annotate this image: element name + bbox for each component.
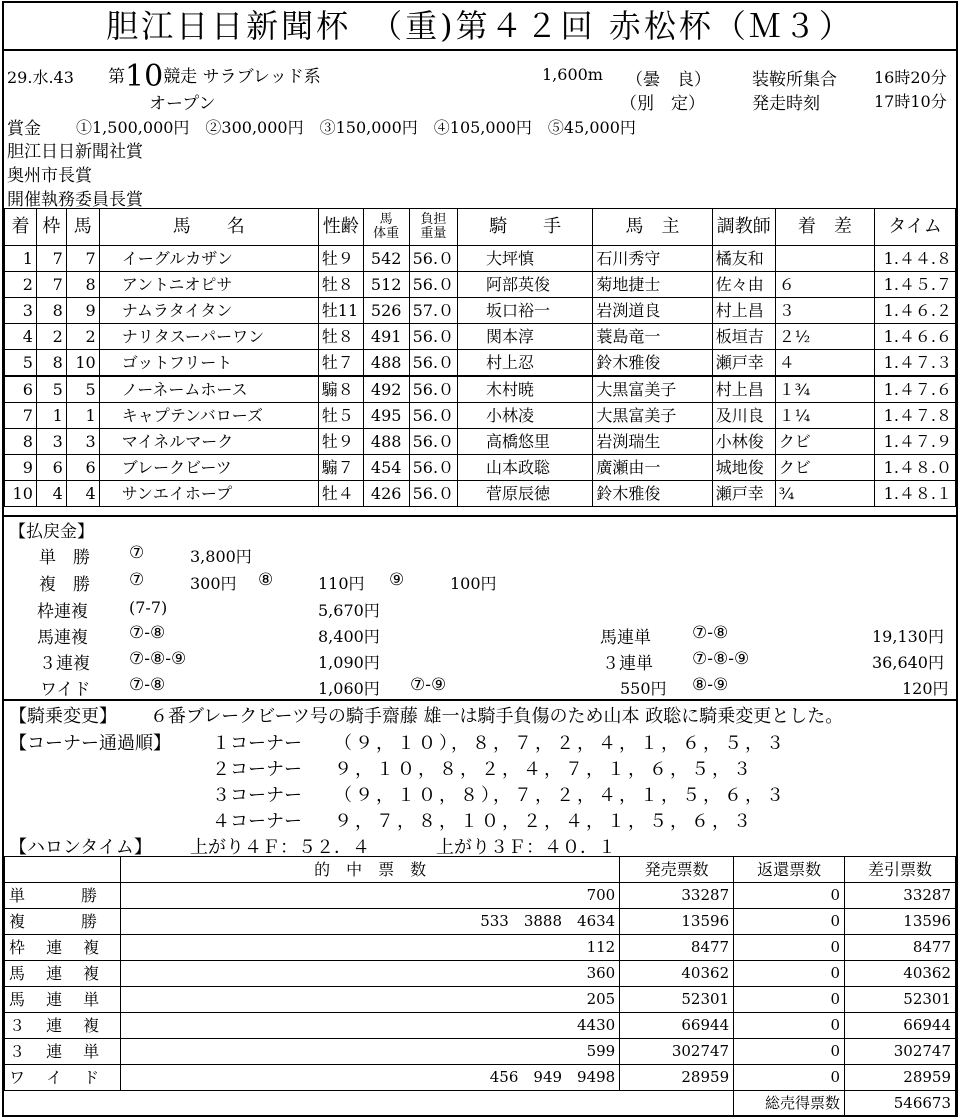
- result-weight: 488: [363, 350, 409, 377]
- result-sexage: 牡９: [318, 246, 363, 272]
- race-distance: 1,600m: [542, 65, 603, 84]
- votes-row: [5, 1013, 956, 1039]
- result-time: 1.４６.２: [875, 298, 956, 324]
- corner-2-order: ９，１０，８，２，４，７，１，６，５，３: [334, 759, 754, 780]
- result-row: [5, 403, 956, 429]
- result-owner: 岩渕道良: [593, 298, 712, 324]
- result-owner: 石川秀守: [593, 246, 712, 272]
- result-no: 1: [66, 403, 99, 429]
- result-owner: 大黒富美子: [593, 376, 712, 403]
- col-horse-no: 馬: [66, 209, 99, 246]
- result-time: 1.４８.１: [875, 481, 956, 507]
- corner-4-order: ９，７，８，１０，２，４，１，５，６，３: [334, 811, 754, 832]
- wakuren-combo: (7-7): [129, 598, 168, 617]
- result-rank: 2: [5, 272, 37, 298]
- votes-refund: 0: [734, 1065, 845, 1091]
- result-frame: 7: [36, 272, 66, 298]
- votes-col-hit: 的 中 票 数: [120, 857, 619, 883]
- result-jockey: 高橋悠里: [458, 429, 593, 455]
- sanrentan-combo: ⑦-⑧-⑨: [692, 649, 750, 669]
- halon-last4f: 上がり４Ｆ：５２．４: [190, 837, 370, 858]
- result-row: [5, 429, 956, 455]
- result-frame: 2: [36, 324, 66, 350]
- votes-sold: 33287: [620, 883, 734, 909]
- votes-col-refund: 返還票数: [734, 857, 845, 883]
- votes-net: 66944: [845, 1013, 956, 1039]
- result-rank: 1: [5, 246, 37, 272]
- votes-net: 302747: [845, 1039, 956, 1065]
- result-sexage: 牡11: [318, 298, 363, 324]
- votes-type: ３ 連 単: [5, 1039, 121, 1065]
- fukusho-2-combo: ⑧: [258, 570, 274, 590]
- result-time: 1.４６.６: [875, 324, 956, 350]
- result-no: 6: [66, 455, 99, 481]
- votes-body: [5, 883, 956, 1091]
- race-title: 胆江日日新聞杯 （重)第４２回 赤松杯（Ｍ３）: [4, 3, 956, 51]
- result-burden: 56.０: [409, 246, 457, 272]
- votes-net: 28959: [845, 1065, 956, 1091]
- col-sexage: 性齢: [318, 209, 363, 246]
- votes-type: 馬 連 単: [5, 987, 121, 1013]
- votes-refund: 0: [734, 909, 845, 935]
- wide-3-amount: 120円: [902, 679, 949, 698]
- sanrentan-amount: 36,640円: [872, 653, 944, 672]
- col-frame: 枠: [36, 209, 66, 246]
- wide-1-amount: 1,060円: [318, 679, 380, 698]
- votes-sold: 28959: [620, 1065, 734, 1091]
- votes-sold: 40362: [620, 961, 734, 987]
- result-row: [5, 350, 956, 377]
- votes-header-row: [5, 857, 956, 883]
- result-time: 1.４７.６: [875, 376, 956, 403]
- result-time: 1.４５.７: [875, 272, 956, 298]
- wide-1-combo: ⑦-⑧: [129, 675, 166, 695]
- result-jockey: 菅原辰徳: [458, 481, 593, 507]
- result-weight: 488: [363, 429, 409, 455]
- sanrenpuku-combo: ⑦-⑧-⑨: [129, 649, 187, 669]
- result-margin: １¾: [775, 376, 874, 403]
- result-jockey: 木村暁: [458, 376, 593, 403]
- votes-net: 8477: [845, 935, 956, 961]
- result-frame: 8: [36, 298, 66, 324]
- race-number: 10: [125, 59, 164, 94]
- votes-row: [5, 987, 956, 1013]
- votes-row: [5, 935, 956, 961]
- result-no: 7: [66, 246, 99, 272]
- result-burden: 57.０: [409, 298, 457, 324]
- wide-label: ワイド: [40, 680, 91, 700]
- votes-row: [5, 1039, 956, 1065]
- result-margin: ４: [775, 350, 874, 377]
- votes-total-row: [5, 1091, 956, 1117]
- result-rank: 9: [5, 455, 37, 481]
- fukusho-2-amount: 110円: [318, 574, 365, 593]
- tansho-label: 単 勝: [39, 548, 90, 568]
- umaren-combo: ⑦-⑧: [129, 623, 166, 643]
- result-frame: 6: [36, 455, 66, 481]
- umaren-amount: 8,400円: [318, 627, 380, 646]
- result-margin: ３: [775, 298, 874, 324]
- col-burden: 負担 重量: [409, 209, 457, 246]
- votes-col-type: [5, 857, 121, 883]
- result-owner: 大黒富美子: [593, 403, 712, 429]
- col-margin: 着 差: [775, 209, 874, 246]
- wide-2-amount: 550円: [620, 679, 667, 698]
- fukusho-3-combo: ⑨: [389, 570, 405, 590]
- corner-3-label: ３コーナー: [212, 785, 302, 806]
- result-owner: 鈴木雅俊: [593, 481, 712, 507]
- payout-header: 【払戻金】: [9, 522, 94, 542]
- race-breed: サラブレッド系: [202, 67, 321, 87]
- votes-refund: 0: [734, 961, 845, 987]
- votes-row: [5, 961, 956, 987]
- votes-row: [5, 1065, 956, 1091]
- award-2: 奥州市長賞: [7, 166, 92, 186]
- result-name: イーグルカザン: [99, 246, 318, 272]
- result-trainer: 村上昌: [712, 298, 775, 324]
- result-trainer: 佐々由: [712, 272, 775, 298]
- result-owner: 鈴木雅俊: [593, 350, 712, 377]
- jockey-change-label: 【騎乗変更】: [9, 706, 117, 727]
- result-trainer: 瀬戸幸: [712, 350, 775, 377]
- votes-hit: 533 3888 4634: [120, 909, 619, 935]
- weight-rule: （別 定）: [620, 94, 705, 114]
- umatan-label: 馬連単: [600, 628, 651, 648]
- result-owner: 蓑島竜一: [593, 324, 712, 350]
- votes-total-value: 546673: [845, 1091, 956, 1117]
- result-no: 3: [66, 429, 99, 455]
- result-name: サンエイホープ: [99, 481, 318, 507]
- result-row: [5, 298, 956, 324]
- result-weight: 512: [363, 272, 409, 298]
- result-name: ゴットフリート: [99, 350, 318, 377]
- result-name: ナリタスーパーワン: [99, 324, 318, 350]
- result-margin: クビ: [775, 429, 874, 455]
- votes-refund: 0: [734, 935, 845, 961]
- result-sexage: 牡７: [318, 350, 363, 377]
- corner-1-label: １コーナー: [212, 733, 302, 754]
- halon-last3f: 上がり３Ｆ：４０．１: [436, 837, 616, 858]
- result-sexage: 牡４: [318, 481, 363, 507]
- result-rank: 3: [5, 298, 37, 324]
- race-kyoso: 競走: [163, 67, 198, 87]
- votes-sold: 8477: [620, 935, 734, 961]
- votes-hit: 360: [120, 961, 619, 987]
- result-no: 4: [66, 481, 99, 507]
- tansho-amount: 3,800円: [190, 547, 252, 566]
- votes-refund: 0: [734, 1013, 845, 1039]
- result-jockey: 坂口裕一: [458, 298, 593, 324]
- award-3: 開催執務委員長賞: [7, 190, 143, 210]
- result-margin: １¼: [775, 403, 874, 429]
- result-time: 1.４７.３: [875, 350, 956, 377]
- result-row: [5, 455, 956, 481]
- result-frame: 4: [36, 481, 66, 507]
- result-trainer: 城地俊: [712, 455, 775, 481]
- result-trainer: 瀬戸幸: [712, 481, 775, 507]
- result-no: 10: [66, 350, 99, 377]
- result-margin: ２½: [775, 324, 874, 350]
- votes-row: [5, 883, 956, 909]
- assembly-label: 装鞍所集合: [752, 70, 837, 90]
- fukusho-label: 複 勝: [39, 575, 90, 595]
- result-margin: [775, 246, 874, 272]
- result-trainer: 橘友和: [712, 246, 775, 272]
- results-header-row: [5, 209, 956, 246]
- result-weight: 426: [363, 481, 409, 507]
- col-jockey: 騎 手: [458, 209, 593, 246]
- col-time: タイム: [875, 209, 956, 246]
- race-class: オープン: [149, 94, 216, 114]
- fukusho-1-amount: 300円: [190, 574, 237, 593]
- votes-type: 枠 連 複: [5, 935, 121, 961]
- col-name: 馬 名: [99, 209, 318, 246]
- votes-sold: 302747: [620, 1039, 734, 1065]
- umatan-amount: 19,130円: [872, 627, 944, 646]
- result-frame: 7: [36, 246, 66, 272]
- wide-3-combo: ⑧-⑨: [692, 675, 729, 695]
- votes-col-sold: 発売票数: [620, 857, 734, 883]
- umaren-label: 馬連複: [37, 628, 88, 648]
- sanrentan-label: ３連単: [602, 654, 653, 674]
- result-burden: 56.０: [409, 272, 457, 298]
- result-weight: 454: [363, 455, 409, 481]
- start-time: 17時10分: [874, 92, 947, 111]
- halon-label: 【ハロンタイム】: [9, 837, 152, 858]
- result-jockey: 大坪慎: [458, 246, 593, 272]
- race-date: 29.水.43: [7, 68, 74, 87]
- start-label: 発走時刻: [752, 94, 820, 114]
- result-margin: クビ: [775, 455, 874, 481]
- result-sexage: 牡５: [318, 403, 363, 429]
- race-dai: 第: [108, 67, 125, 87]
- votes-total-label: 総売得票数: [734, 1091, 845, 1117]
- result-no: 9: [66, 298, 99, 324]
- votes-hit: 700: [120, 883, 619, 909]
- result-name: ノーネームホース: [99, 376, 318, 403]
- result-frame: 8: [36, 350, 66, 377]
- result-rank: 6: [5, 376, 37, 403]
- result-burden: 56.０: [409, 324, 457, 350]
- votes-table: [4, 856, 956, 1117]
- result-sexage: 騸８: [318, 376, 363, 403]
- race-result-sheet: [2, 1, 958, 1117]
- result-trainer: 小林俊: [712, 429, 775, 455]
- result-weight: 495: [363, 403, 409, 429]
- votes-sold: 13596: [620, 909, 734, 935]
- result-weight: 492: [363, 376, 409, 403]
- result-no: 2: [66, 324, 99, 350]
- results-body: [5, 246, 956, 507]
- result-jockey: 阿部英俊: [458, 272, 593, 298]
- wakuren-amount: 5,670円: [318, 601, 380, 620]
- votes-type: 単 勝: [5, 883, 121, 909]
- fukusho-3-amount: 100円: [450, 574, 497, 593]
- result-no: 5: [66, 376, 99, 403]
- result-weight: 491: [363, 324, 409, 350]
- result-rank: 7: [5, 403, 37, 429]
- result-time: 1.４８.０: [875, 455, 956, 481]
- result-sexage: 牡８: [318, 272, 363, 298]
- result-name: ブレークビーツ: [99, 455, 318, 481]
- result-name: アントニオピサ: [99, 272, 318, 298]
- umatan-combo: ⑦-⑧: [692, 623, 729, 643]
- votes-type: 複 勝: [5, 909, 121, 935]
- jockey-change-text: ６番ブレークビーツ号の騎手齋藤 雄一は騎手負傷のため山本 政聡に騎乗変更とした。: [150, 706, 844, 727]
- votes-sold: 52301: [620, 987, 734, 1013]
- votes-refund: 0: [734, 987, 845, 1013]
- result-sexage: 騸７: [318, 455, 363, 481]
- votes-type: 馬 連 複: [5, 961, 121, 987]
- votes-row: [5, 909, 956, 935]
- result-row: [5, 324, 956, 350]
- race-weather: （曇 良）: [626, 70, 711, 90]
- result-frame: 3: [36, 429, 66, 455]
- result-name: マイネルマーク: [99, 429, 318, 455]
- votes-net: 13596: [845, 909, 956, 935]
- result-rank: 8: [5, 429, 37, 455]
- fukusho-1-combo: ⑦: [129, 570, 145, 590]
- result-owner: 岩渕瑞生: [593, 429, 712, 455]
- votes-hit: 599: [120, 1039, 619, 1065]
- corner-label: 【コーナー通過順】: [9, 733, 171, 754]
- result-rank: 10: [5, 481, 37, 507]
- result-burden: 56.０: [409, 429, 457, 455]
- award-1: 胆江日日新聞社賞: [7, 142, 143, 162]
- result-name: ナムラタイタン: [99, 298, 318, 324]
- result-name: キャプテンバローズ: [99, 403, 318, 429]
- corner-4-label: ４コーナー: [212, 811, 302, 832]
- prize-amounts: ①1,500,000円 ②300,000円 ③150,000円 ④105,000円 ⑤45,000円: [76, 118, 636, 137]
- result-jockey: 小林凌: [458, 403, 593, 429]
- prize-label: 賞金: [7, 119, 41, 139]
- result-sexage: 牡８: [318, 324, 363, 350]
- wide-2-combo: ⑦-⑨: [410, 675, 447, 695]
- result-weight: 526: [363, 298, 409, 324]
- votes-refund: 0: [734, 883, 845, 909]
- result-weight: 542: [363, 246, 409, 272]
- corner-1-order: （９，１０），８，７，２，４，１，６，５，３: [334, 733, 787, 754]
- sanrenpuku-amount: 1,090円: [318, 653, 380, 672]
- result-margin: ¾: [775, 481, 874, 507]
- result-owner: 菊地捷士: [593, 272, 712, 298]
- result-time: 1.４７.８: [875, 403, 956, 429]
- assembly-time: 16時20分: [874, 68, 947, 87]
- col-trainer: 調教師: [712, 209, 775, 246]
- result-burden: 56.０: [409, 481, 457, 507]
- votes-net: 52301: [845, 987, 956, 1013]
- result-no: 8: [66, 272, 99, 298]
- result-jockey: 村上忍: [458, 350, 593, 377]
- results-table: [4, 208, 956, 507]
- result-row: [5, 246, 956, 272]
- result-row: [5, 376, 956, 403]
- votes-col-net: 差引票数: [845, 857, 956, 883]
- result-rank: 4: [5, 324, 37, 350]
- result-frame: 5: [36, 376, 66, 403]
- result-trainer: 及川良: [712, 403, 775, 429]
- result-owner: 廣瀬由一: [593, 455, 712, 481]
- votes-hit: 4430: [120, 1013, 619, 1039]
- col-rank: 着: [5, 209, 37, 246]
- votes-refund: 0: [734, 1039, 845, 1065]
- result-time: 1.４７.９: [875, 429, 956, 455]
- votes-net: 40362: [845, 961, 956, 987]
- col-owner: 馬 主: [593, 209, 712, 246]
- votes-type: ３ 連 複: [5, 1013, 121, 1039]
- result-rank: 5: [5, 350, 37, 377]
- result-margin: ６: [775, 272, 874, 298]
- result-frame: 1: [36, 403, 66, 429]
- sanrenpuku-label: ３連複: [39, 654, 90, 674]
- votes-hit: 112: [120, 935, 619, 961]
- votes-hit: 456 949 9498: [120, 1065, 619, 1091]
- wakuren-label: 枠連複: [37, 602, 88, 622]
- result-burden: 56.０: [409, 455, 457, 481]
- result-burden: 56.０: [409, 376, 457, 403]
- corner-3-order: （９，１０，８），７，２，４，１，５，６，３: [334, 785, 787, 806]
- result-trainer: 板垣吉: [712, 324, 775, 350]
- result-jockey: 関本淳: [458, 324, 593, 350]
- col-weight: 馬 体重: [363, 209, 409, 246]
- result-row: [5, 272, 956, 298]
- votes-sold: 66944: [620, 1013, 734, 1039]
- result-sexage: 牡９: [318, 429, 363, 455]
- votes-net: 33287: [845, 883, 956, 909]
- corner-2-label: ２コーナー: [212, 759, 302, 780]
- result-row: [5, 481, 956, 507]
- result-burden: 56.０: [409, 350, 457, 377]
- result-jockey: 山本政聡: [458, 455, 593, 481]
- tansho-combo: ⑦: [129, 543, 145, 563]
- result-time: 1.４４.８: [875, 246, 956, 272]
- votes-type: ワ イ ド: [5, 1065, 121, 1091]
- votes-hit: 205: [120, 987, 619, 1013]
- result-trainer: 村上昌: [712, 376, 775, 403]
- result-burden: 56.０: [409, 403, 457, 429]
